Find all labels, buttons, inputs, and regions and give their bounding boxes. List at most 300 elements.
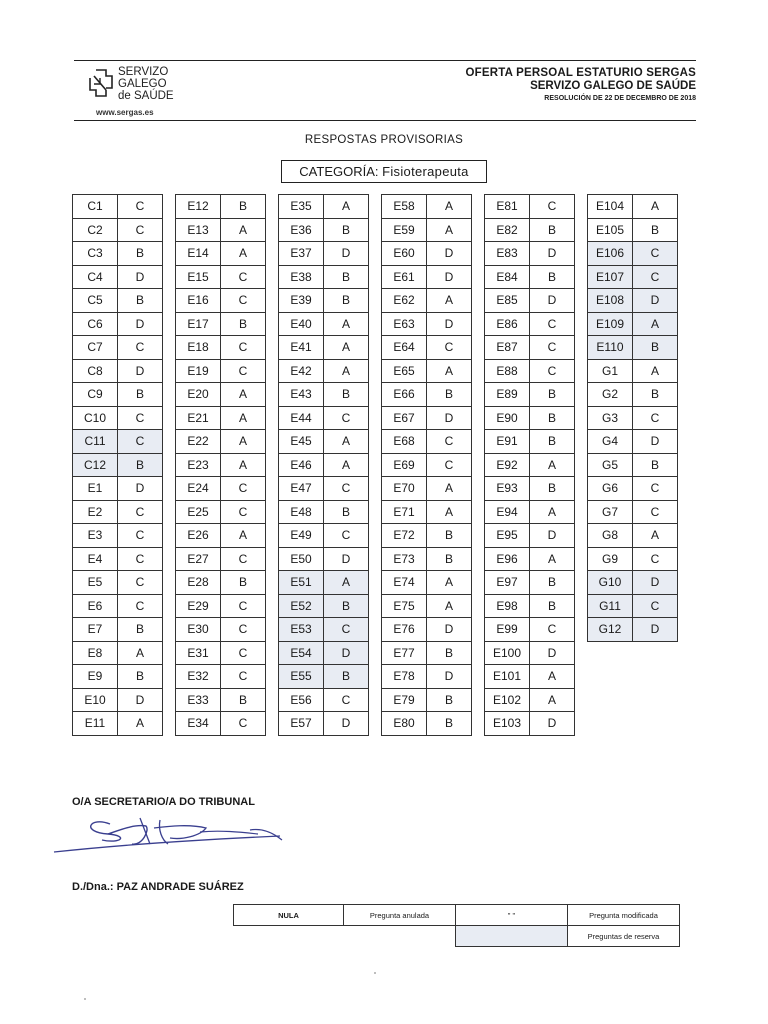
question-id: E7: [73, 618, 118, 642]
question-id: E105: [588, 218, 633, 242]
table-row: [382, 688, 472, 712]
answer-table-1: [72, 194, 163, 736]
answer-letter: A: [324, 195, 369, 219]
table-row: [485, 359, 575, 383]
question-id: E74: [382, 571, 427, 595]
question-id: E102: [485, 688, 530, 712]
table-row: [382, 265, 472, 289]
question-id: E110: [588, 336, 633, 360]
table-row: [588, 218, 678, 242]
question-id: E97: [485, 571, 530, 595]
answer-letter: D: [530, 242, 575, 266]
question-id: E2: [73, 500, 118, 524]
question-id: E88: [485, 359, 530, 383]
answer-letter: B: [118, 453, 163, 477]
table-row: [485, 547, 575, 571]
legend-pregunta-modificada: Pregunta modificada: [568, 905, 680, 926]
question-id: G4: [588, 430, 633, 454]
table-row: [485, 242, 575, 266]
table-row: [73, 359, 163, 383]
question-id: E78: [382, 665, 427, 689]
legend-table: [233, 904, 680, 947]
table-row: [73, 641, 163, 665]
table-row: [176, 453, 266, 477]
answer-letter: B: [324, 218, 369, 242]
answer-letter: B: [324, 665, 369, 689]
answer-letter: D: [530, 712, 575, 736]
answer-letter: B: [324, 383, 369, 407]
table-row: [485, 406, 575, 430]
answer-letter: C: [530, 359, 575, 383]
question-id: E34: [176, 712, 221, 736]
answer-letter: A: [324, 336, 369, 360]
answer-letter: D: [427, 406, 472, 430]
table-row: [176, 571, 266, 595]
answer-letter: D: [118, 477, 163, 501]
table-row: [176, 265, 266, 289]
answer-letter: D: [427, 265, 472, 289]
table-row: [279, 618, 369, 642]
answer-letter: C: [324, 406, 369, 430]
question-id: E92: [485, 453, 530, 477]
table-row: [382, 289, 472, 313]
answer-letter: C: [118, 336, 163, 360]
question-id: E40: [279, 312, 324, 336]
table-row: [176, 336, 266, 360]
question-id: E81: [485, 195, 530, 219]
answer-letter: A: [324, 359, 369, 383]
answer-table-3: [278, 194, 369, 736]
question-id: E85: [485, 289, 530, 313]
logo-line-3: de SAÚDE: [118, 90, 174, 102]
answer-letter: B: [324, 289, 369, 313]
answer-letter: C: [118, 430, 163, 454]
page-subtitle: RESPOSTAS PROVISORIAS: [304, 134, 464, 146]
answer-letter: A: [118, 712, 163, 736]
table-row: [382, 500, 472, 524]
answer-letter: B: [633, 453, 678, 477]
question-id: E16: [176, 289, 221, 313]
question-id: E25: [176, 500, 221, 524]
table-row: [73, 289, 163, 313]
question-id: E66: [382, 383, 427, 407]
answer-letter: B: [530, 477, 575, 501]
answer-letter: D: [118, 312, 163, 336]
answer-letter: C: [118, 406, 163, 430]
question-id: C1: [73, 195, 118, 219]
table-row: [588, 547, 678, 571]
question-id: E70: [382, 477, 427, 501]
answer-letter: B: [118, 289, 163, 313]
table-row: [279, 312, 369, 336]
answer-letter: C: [221, 547, 266, 571]
table-row: [588, 359, 678, 383]
table-row: [176, 500, 266, 524]
table-row: [279, 289, 369, 313]
header-title-1: OFERTA PERSOAL ESTATURIO SERGAS: [465, 67, 696, 79]
answer-letter: B: [221, 195, 266, 219]
answer-letter: B: [633, 218, 678, 242]
table-row: [176, 665, 266, 689]
answer-letter: B: [427, 641, 472, 665]
answer-letter: C: [118, 524, 163, 548]
table-row: [588, 594, 678, 618]
table-row: [485, 289, 575, 313]
answer-letter: B: [530, 571, 575, 595]
answer-letter: A: [221, 524, 266, 548]
question-id: E29: [176, 594, 221, 618]
answer-letter: A: [427, 218, 472, 242]
table-row: [279, 688, 369, 712]
answer-letter: D: [324, 712, 369, 736]
answer-letter: D: [530, 289, 575, 313]
table-row: [176, 195, 266, 219]
table-row: [382, 218, 472, 242]
question-id: E31: [176, 641, 221, 665]
question-id: E71: [382, 500, 427, 524]
table-row: [73, 665, 163, 689]
table-row: [73, 336, 163, 360]
question-id: E39: [279, 289, 324, 313]
question-id: E32: [176, 665, 221, 689]
question-id: E10: [73, 688, 118, 712]
table-row: [382, 594, 472, 618]
table-row: [382, 477, 472, 501]
answer-letter: B: [118, 665, 163, 689]
table-row: [279, 665, 369, 689]
answer-letter: A: [633, 195, 678, 219]
table-row: [485, 453, 575, 477]
answer-letter: B: [427, 688, 472, 712]
question-id: E21: [176, 406, 221, 430]
table-row: [588, 289, 678, 313]
question-id: E27: [176, 547, 221, 571]
table-row: [176, 359, 266, 383]
answer-letter: D: [118, 688, 163, 712]
table-row: [382, 618, 472, 642]
question-id: E89: [485, 383, 530, 407]
table-row: [588, 453, 678, 477]
answer-letter: C: [633, 500, 678, 524]
table-row: [588, 265, 678, 289]
question-id: E41: [279, 336, 324, 360]
answer-letter: D: [118, 265, 163, 289]
table-row: [176, 712, 266, 736]
answer-letter: A: [530, 688, 575, 712]
question-id: E47: [279, 477, 324, 501]
table-row: [73, 218, 163, 242]
table-row: [279, 383, 369, 407]
answer-letter: B: [530, 383, 575, 407]
table-row: [382, 524, 472, 548]
question-id: E56: [279, 688, 324, 712]
answer-letter: B: [118, 242, 163, 266]
table-row: [485, 430, 575, 454]
question-id: E53: [279, 618, 324, 642]
question-id: E107: [588, 265, 633, 289]
table-row: [176, 594, 266, 618]
table-row: [588, 406, 678, 430]
table-row: [588, 336, 678, 360]
question-id: E11: [73, 712, 118, 736]
answer-letter: B: [530, 265, 575, 289]
question-id: C9: [73, 383, 118, 407]
table-row: [588, 524, 678, 548]
answer-letter: C: [530, 618, 575, 642]
question-id: E48: [279, 500, 324, 524]
answer-letter: D: [427, 312, 472, 336]
answer-letter: B: [633, 383, 678, 407]
answer-letter: C: [427, 336, 472, 360]
question-id: E49: [279, 524, 324, 548]
table-row: [73, 265, 163, 289]
secretary-label: O/A SECRETARIO/A DO TRIBUNAL: [72, 796, 255, 808]
table-row: [176, 477, 266, 501]
question-id: E98: [485, 594, 530, 618]
answer-letter: B: [118, 618, 163, 642]
question-id: E18: [176, 336, 221, 360]
table-row: [176, 218, 266, 242]
legend-reserve-swatch: [456, 926, 568, 947]
table-row: [485, 218, 575, 242]
answer-letter: A: [221, 242, 266, 266]
question-id: E109: [588, 312, 633, 336]
question-id: E83: [485, 242, 530, 266]
answer-letter: C: [427, 430, 472, 454]
table-row: [279, 242, 369, 266]
table-row: [176, 547, 266, 571]
question-id: E22: [176, 430, 221, 454]
question-id: E82: [485, 218, 530, 242]
table-row: [73, 712, 163, 736]
question-id: E36: [279, 218, 324, 242]
legend-empty-1: [234, 926, 344, 947]
question-id: E77: [382, 641, 427, 665]
question-id: E42: [279, 359, 324, 383]
legend-empty-2: [344, 926, 456, 947]
answer-letter: D: [427, 242, 472, 266]
question-id: G2: [588, 383, 633, 407]
question-id: E24: [176, 477, 221, 501]
table-row: [382, 242, 472, 266]
question-id: E106: [588, 242, 633, 266]
answer-letter: C: [530, 195, 575, 219]
answer-letter: B: [221, 312, 266, 336]
answer-letter: D: [324, 641, 369, 665]
question-id: E15: [176, 265, 221, 289]
scan-speck: [84, 998, 86, 1000]
question-id: E43: [279, 383, 324, 407]
table-row: [279, 477, 369, 501]
table-row: [176, 242, 266, 266]
header-bottom-rule: [74, 120, 696, 121]
table-row: [279, 547, 369, 571]
table-row: [588, 383, 678, 407]
question-id: E4: [73, 547, 118, 571]
table-row: [588, 618, 678, 642]
answer-letter: C: [221, 594, 266, 618]
document-header: [466, 67, 696, 102]
table-row: [485, 641, 575, 665]
answer-letter: D: [118, 359, 163, 383]
table-row: [73, 688, 163, 712]
table-row: [485, 477, 575, 501]
question-id: E50: [279, 547, 324, 571]
answer-letter: A: [221, 406, 266, 430]
table-row: [485, 594, 575, 618]
question-id: E58: [382, 195, 427, 219]
table-row: [588, 477, 678, 501]
logo-line-2: GALEGO: [118, 78, 167, 90]
answer-letter: C: [118, 594, 163, 618]
table-row: [485, 665, 575, 689]
question-id: E64: [382, 336, 427, 360]
answer-letter: A: [221, 453, 266, 477]
question-id: C12: [73, 453, 118, 477]
question-id: E72: [382, 524, 427, 548]
question-id: E96: [485, 547, 530, 571]
question-id: E104: [588, 195, 633, 219]
table-row: [485, 336, 575, 360]
table-row: [485, 195, 575, 219]
question-id: E55: [279, 665, 324, 689]
question-id: E45: [279, 430, 324, 454]
table-row: [279, 500, 369, 524]
answer-letter: C: [633, 594, 678, 618]
table-row: [279, 265, 369, 289]
answer-letter: B: [221, 688, 266, 712]
table-row: [73, 312, 163, 336]
table-row: [382, 406, 472, 430]
answer-letter: B: [427, 712, 472, 736]
table-row: [73, 500, 163, 524]
answer-letter: A: [427, 477, 472, 501]
question-id: E52: [279, 594, 324, 618]
question-id: C3: [73, 242, 118, 266]
question-id: E99: [485, 618, 530, 642]
table-row: [73, 430, 163, 454]
question-id: E73: [382, 547, 427, 571]
answer-letter: C: [221, 665, 266, 689]
answer-letter: A: [427, 289, 472, 313]
answer-letter: C: [118, 195, 163, 219]
question-id: E23: [176, 453, 221, 477]
question-id: E57: [279, 712, 324, 736]
answer-letter: A: [530, 665, 575, 689]
answer-letter: A: [324, 571, 369, 595]
answer-letter: A: [118, 641, 163, 665]
category-box: [281, 160, 487, 183]
answer-table-5: [484, 194, 575, 736]
question-id: G5: [588, 453, 633, 477]
answer-letter: C: [118, 571, 163, 595]
table-row: [485, 571, 575, 595]
logo-line-1: SERVIZO: [118, 66, 169, 78]
question-id: E26: [176, 524, 221, 548]
table-row: [485, 524, 575, 548]
answer-letter: C: [427, 453, 472, 477]
answer-letter: C: [324, 618, 369, 642]
answer-letter: C: [221, 712, 266, 736]
table-row: [382, 383, 472, 407]
table-row: [73, 383, 163, 407]
answer-letter: D: [633, 430, 678, 454]
question-id: C8: [73, 359, 118, 383]
question-id: E12: [176, 195, 221, 219]
answer-letter: A: [427, 594, 472, 618]
question-id: E101: [485, 665, 530, 689]
answer-letter: C: [324, 477, 369, 501]
table-row: [485, 312, 575, 336]
question-id: G8: [588, 524, 633, 548]
question-id: E17: [176, 312, 221, 336]
answer-letter: C: [118, 547, 163, 571]
table-row: [73, 547, 163, 571]
table-row: [279, 594, 369, 618]
website-url: www.sergas.es: [96, 108, 154, 117]
table-row: [176, 312, 266, 336]
question-id: E69: [382, 453, 427, 477]
table-row: [382, 336, 472, 360]
answer-letter: C: [221, 336, 266, 360]
legend-nula: NULA: [234, 905, 344, 926]
table-row: [382, 712, 472, 736]
answer-letter: A: [324, 453, 369, 477]
question-id: C2: [73, 218, 118, 242]
table-row: [279, 359, 369, 383]
table-row: [279, 195, 369, 219]
table-row: [588, 571, 678, 595]
answer-letter: A: [324, 312, 369, 336]
answer-letter: D: [324, 547, 369, 571]
answer-letter: B: [324, 265, 369, 289]
table-row: [279, 571, 369, 595]
answer-letter: B: [427, 383, 472, 407]
question-id: C4: [73, 265, 118, 289]
answer-letter: A: [221, 218, 266, 242]
table-row: [382, 571, 472, 595]
table-row: [485, 383, 575, 407]
question-id: E108: [588, 289, 633, 313]
header-top-rule: [74, 60, 696, 61]
question-id: E30: [176, 618, 221, 642]
answer-letter: B: [118, 383, 163, 407]
question-id: E80: [382, 712, 427, 736]
table-row: [485, 265, 575, 289]
answer-letter: C: [633, 477, 678, 501]
header-resolution: RESOLUCIÓN DE 22 DE DECEMBRO DE 2018: [544, 95, 696, 102]
table-row: [485, 500, 575, 524]
table-row: [382, 547, 472, 571]
answer-letter: A: [633, 312, 678, 336]
answer-letter: C: [118, 500, 163, 524]
table-row: [73, 242, 163, 266]
answer-letter: B: [530, 594, 575, 618]
answer-letter: A: [633, 524, 678, 548]
answer-letter: A: [427, 571, 472, 595]
question-id: E51: [279, 571, 324, 595]
question-id: E91: [485, 430, 530, 454]
table-row: [73, 524, 163, 548]
answer-letter: A: [530, 500, 575, 524]
question-id: C7: [73, 336, 118, 360]
answer-letter: A: [530, 547, 575, 571]
table-row: [176, 289, 266, 313]
answer-letter: C: [221, 289, 266, 313]
question-id: E59: [382, 218, 427, 242]
handwritten-signature: [50, 810, 290, 860]
question-id: E62: [382, 289, 427, 313]
